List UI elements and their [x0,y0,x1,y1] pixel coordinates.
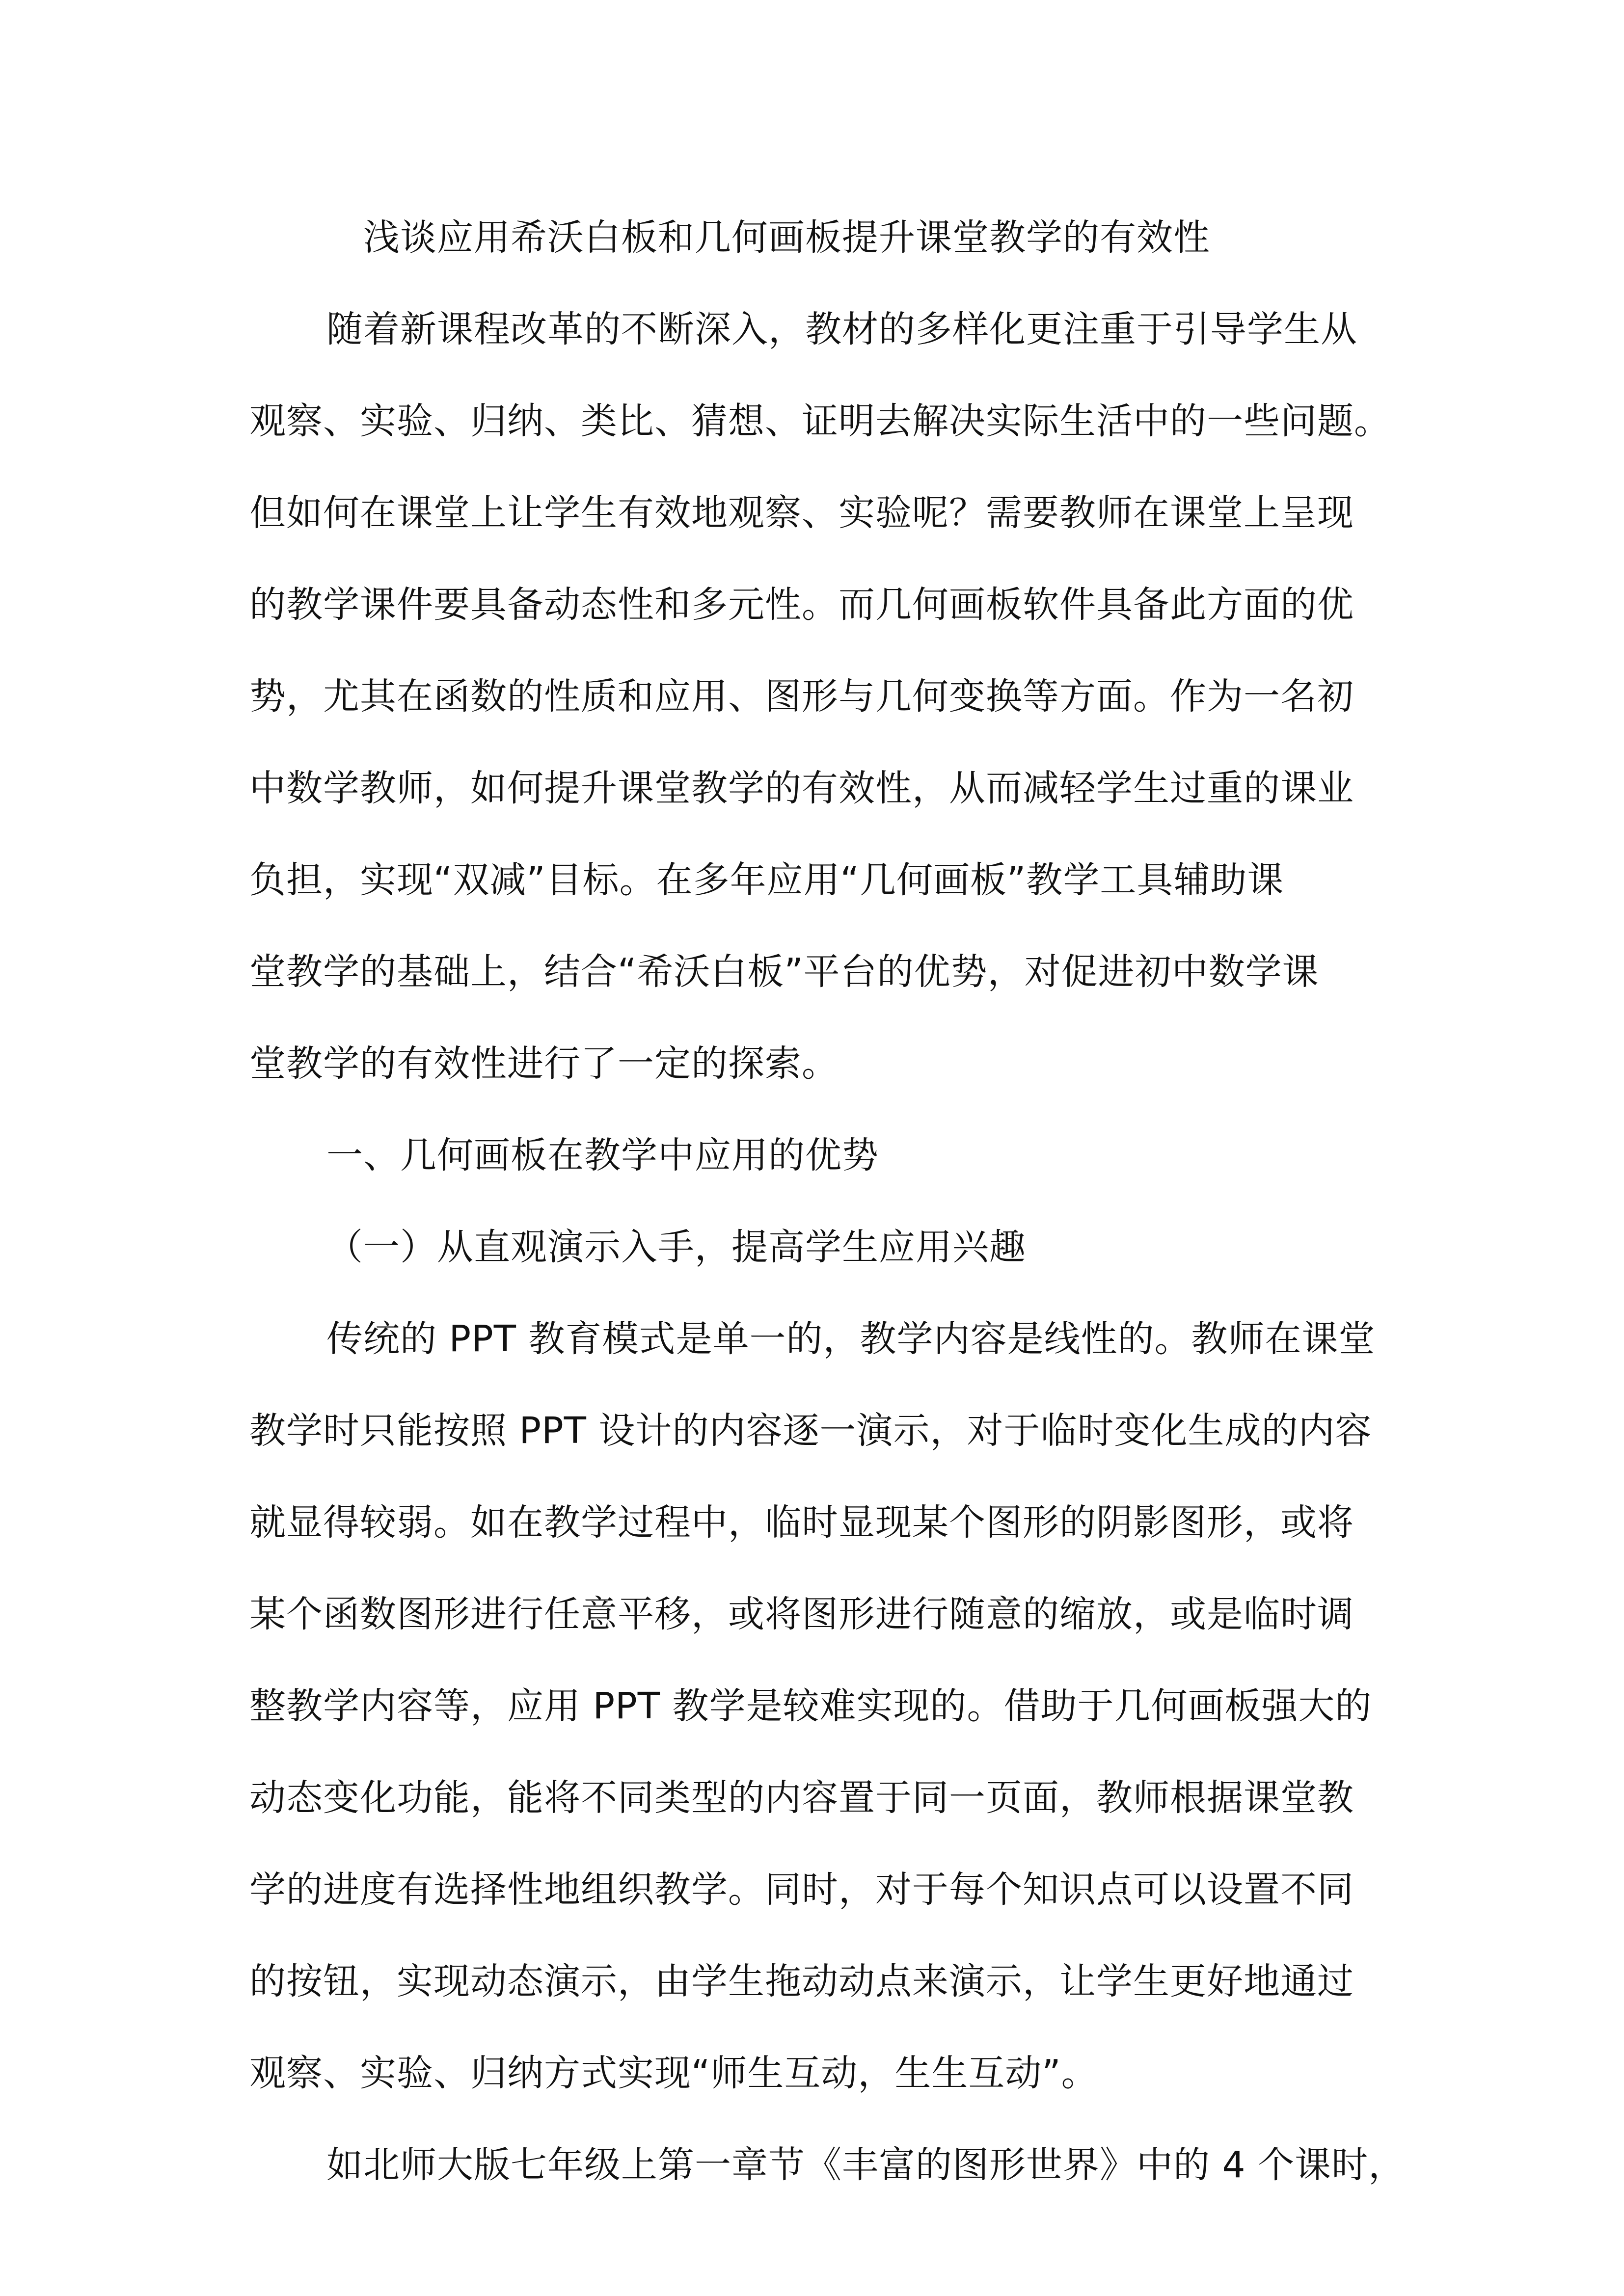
section-heading-1: 一、几何画板在教学中应用的优势 [326,1134,879,1176]
paragraph-1-line-7: 负担，实现“双减”目标。在多年应用“几何画板”教学工具辅助课 [249,859,1284,901]
document-title: 浅谈应用希沃白板和几何画板提升课堂教学的有效性 [363,216,1210,259]
paragraph-2-line-1: 传统的 PPT 教育模式是单一的，教学内容是线性的。教师在课堂 [326,1318,1376,1360]
paragraph-2-line-2: 教学时只能按照 PPT 设计的内容逐一演示，对于临时变化生成的内容 [249,1410,1372,1452]
paragraph-2-line-3: 就显得较弱。如在教学过程中，临时显现某个图形的阴影图形，或将 [249,1501,1354,1544]
paragraph-1-line-2: 观察、实验、归纳、类比、猜想、证明去解决实际生活中的一些问题。 [249,400,1391,442]
paragraph-2-line-5: 整教学内容等，应用 PPT 教学是较难实现的。借助于几何画板强大的 [249,1685,1372,1727]
paragraph-2-line-9: 观察、实验、归纳方式实现“师生互动，生生互动”。 [249,2052,1098,2094]
paragraph-1-line-6: 中数学教师，如何提升课堂教学的有效性，从而减轻学生过重的课业 [249,767,1354,809]
paragraph-1-line-4: 的教学课件要具备动态性和多元性。而几何画板软件具备此方面的优 [249,584,1354,626]
paragraph-1-line-5: 势，尤其在函数的性质和应用、图形与几何变换等方面。作为一名初 [249,675,1354,718]
paragraph-1-line-3: 但如何在课堂上让学生有效地观察、实验呢？需要教师在课堂上呈现 [249,492,1354,534]
paragraph-1-line-8: 堂教学的基础上，结合“希沃白板”平台的优势，对促进初中数学课 [249,951,1319,993]
paragraph-2-line-6: 动态变化功能，能将不同类型的内容置于同一页面，教师根据课堂教 [249,1777,1354,1819]
paragraph-1-line-9: 堂教学的有效性进行了一定的探索。 [249,1042,839,1085]
paragraph-1-line-1: 随着新课程改革的不断深入，教材的多样化更注重于引导学生从 [326,308,1357,350]
paragraph-3-line-1: 如北师大版七年级上第一章节《丰富的图形世界》中的 4 个课时， [326,2144,1406,2186]
paragraph-2-line-7: 学的进度有选择性地组织教学。同时，对于每个知识点可以设置不同 [249,1869,1354,1911]
paragraph-2-line-4: 某个函数图形进行任意平移，或将图形进行随意的缩放，或是临时调 [249,1593,1354,1635]
subsection-heading-1: （一）从直观演示入手，提高学生应用兴趣 [326,1226,1026,1268]
paragraph-2-line-8: 的按钮，实现动态演示，由学生拖动动点来演示，让学生更好地通过 [249,1960,1354,2002]
